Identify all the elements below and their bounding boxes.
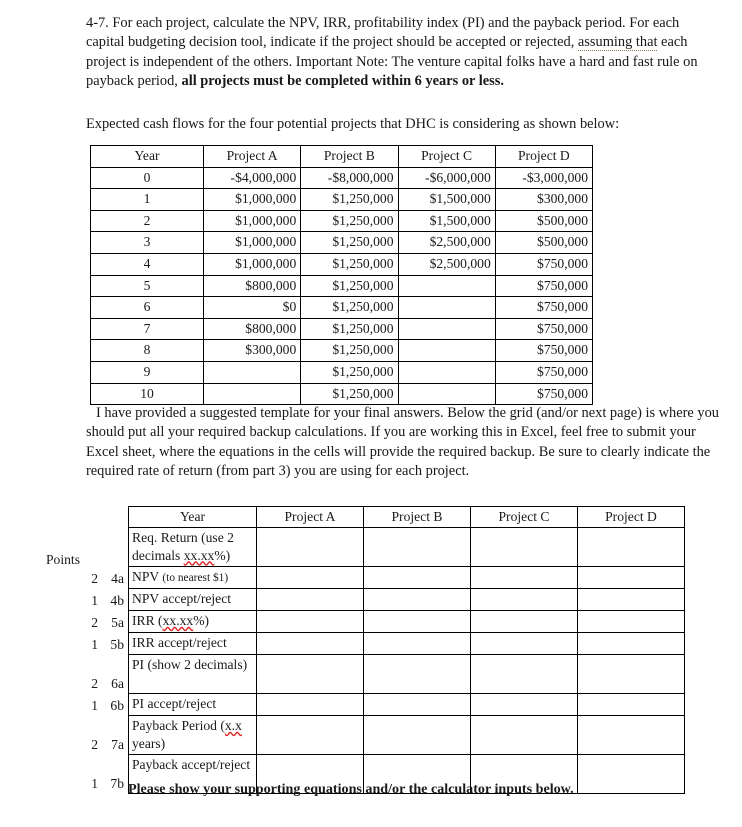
row-points-value: 1: [91, 775, 98, 791]
row-points-value: 2: [91, 570, 98, 586]
row-points-value: 1: [91, 636, 98, 652]
cashflow-cell-project-c: $1,500,000: [398, 210, 495, 232]
answer-cell-project-c[interactable]: [471, 528, 578, 567]
grammar-flagged-phrase: assuming that: [577, 34, 658, 51]
answer-table-body: [129, 528, 685, 794]
cashflow-header-row: [91, 146, 593, 168]
cashflow-table-body: [91, 167, 593, 405]
answer-header-year: Year: [129, 507, 257, 528]
cashflow-cell-year: 3: [91, 232, 204, 254]
cashflow-cell-project-c: $1,500,000: [398, 189, 495, 211]
cashflow-cell-project-b: $1,250,000: [301, 297, 398, 319]
cashflow-cell-year: 7: [91, 318, 204, 340]
cashflow-cell-project-d: $750,000: [495, 361, 592, 383]
cashflow-cell-project-c: $2,500,000: [398, 232, 495, 254]
answer-cell-project-b[interactable]: [364, 611, 471, 633]
cashflow-cell-year: 0: [91, 167, 204, 189]
cashflow-cell-project-b: $1,250,000: [301, 232, 398, 254]
cashflow-row: [91, 318, 593, 340]
answer-row-label-text: IRR accept/reject: [132, 635, 227, 650]
answer-cell-project-b[interactable]: [364, 633, 471, 655]
cashflow-cell-year: 2: [91, 210, 204, 232]
answer-cell-project-a[interactable]: [257, 611, 364, 633]
row-item-code: 6a: [111, 675, 124, 691]
cashflow-cell-year: 6: [91, 297, 204, 319]
row-item-code: 4b: [110, 592, 124, 608]
answer-cell-project-c[interactable]: [471, 655, 578, 694]
cashflow-row: [91, 297, 593, 319]
cashflow-cell-project-d: $750,000: [495, 275, 592, 297]
answer-cell-project-a[interactable]: [257, 633, 364, 655]
row-item-code: 7b: [110, 775, 124, 791]
answer-row-label: [129, 633, 257, 655]
cashflow-header-project-c: Project C: [398, 146, 495, 168]
answer-cell-project-b[interactable]: [364, 589, 471, 611]
cashflow-cell-project-d: $500,000: [495, 232, 592, 254]
answer-row-label-text: IRR (: [132, 613, 163, 628]
cashflow-cell-project-b: $1,250,000: [301, 361, 398, 383]
answer-template-table: [128, 506, 685, 794]
answer-cell-project-c[interactable]: [471, 694, 578, 716]
answer-row-label: [129, 567, 257, 589]
cashflow-cell-project-d: $300,000: [495, 189, 592, 211]
answer-cell-project-b[interactable]: [364, 567, 471, 589]
cashflow-cell-project-d: $750,000: [495, 340, 592, 362]
cashflow-cell-project-c: [398, 318, 495, 340]
answer-cell-project-b[interactable]: [364, 528, 471, 567]
cashflow-cell-project-d: $500,000: [495, 210, 592, 232]
answer-header-project-d: Project D: [578, 507, 685, 528]
cashflow-cell-project-d: $750,000: [495, 383, 592, 405]
cashflow-cell-project-a: -$4,000,000: [204, 167, 301, 189]
cashflow-cell-project-b: $1,250,000: [301, 210, 398, 232]
answer-cell-project-c[interactable]: [471, 716, 578, 755]
row-item-code: 6b: [110, 697, 124, 713]
answer-cell-project-a[interactable]: [257, 567, 364, 589]
cashflow-caption: Expected cash flows for the four potential projects that DHC is considering as shown below:: [86, 116, 620, 132]
answer-row-label-text: Payback accept/reject: [132, 757, 251, 772]
answer-cell-project-d[interactable]: [578, 567, 685, 589]
cashflow-cell-project-d: -$3,000,000: [495, 167, 592, 189]
intro-middle-text: each project is independent of the others. Important Note: The venture capital folks have a hard and fast rule on payback period,: [86, 34, 698, 89]
spellcheck-flagged-text: xx.xx: [162, 613, 194, 628]
cashflow-cell-project-a: $1,000,000: [204, 253, 301, 275]
answer-row: [129, 716, 685, 755]
cashflow-cell-project-b: $1,250,000: [301, 318, 398, 340]
answer-row: [129, 611, 685, 633]
intro-paragraph: [86, 14, 720, 91]
cashflow-cell-project-a: $1,000,000: [204, 232, 301, 254]
cashflow-row: [91, 253, 593, 275]
cashflow-header-project-b: Project B: [301, 146, 398, 168]
answer-row: [129, 694, 685, 716]
answer-row-label: [129, 589, 257, 611]
cashflow-cell-project-a: $1,000,000: [204, 189, 301, 211]
row-points-value: 2: [91, 675, 98, 691]
answer-row-label-text: NPV: [132, 569, 163, 584]
cashflow-cell-project-a: $800,000: [204, 275, 301, 297]
cashflow-row: [91, 383, 593, 405]
cashflow-cell-project-c: -$6,000,000: [398, 167, 495, 189]
answer-row: [129, 633, 685, 655]
answer-cell-project-d[interactable]: [578, 528, 685, 567]
cashflow-cell-project-b: $1,250,000: [301, 189, 398, 211]
row-item-code: 7a: [111, 736, 124, 752]
cashflow-header-year: Year: [91, 146, 204, 168]
cashflow-row: [91, 275, 593, 297]
answer-row: [129, 528, 685, 567]
intro-bold-tail-text: all projects must be completed within 6 years or less.: [181, 72, 504, 89]
answer-cell-project-b[interactable]: [364, 655, 471, 694]
spellcheck-flagged-text: xx.xx: [183, 547, 215, 563]
cashflow-cell-project-d: $750,000: [495, 253, 592, 275]
cashflow-cell-project-c: [398, 275, 495, 297]
cashflow-row: [91, 361, 593, 383]
answer-header-project-a: Project A: [257, 507, 364, 528]
cashflow-cell-project-a: $300,000: [204, 340, 301, 362]
answer-row-label: [129, 655, 257, 694]
answer-row-label: [129, 611, 257, 633]
answer-cell-project-a[interactable]: [257, 528, 364, 567]
answer-row-label: [129, 694, 257, 716]
points-heading-label: Points: [46, 552, 80, 567]
answer-row: [129, 589, 685, 611]
answer-row-label-tail: %): [193, 613, 210, 628]
spellcheck-flagged-text: x.x: [224, 718, 242, 733]
cashflow-table: [90, 145, 593, 405]
cashflow-cell-year: 8: [91, 340, 204, 362]
cashflow-header-project-d: Project D: [495, 146, 592, 168]
row-points-value: 1: [91, 592, 98, 608]
cashflow-cell-project-c: [398, 340, 495, 362]
cashflow-cell-project-b: -$8,000,000: [301, 167, 398, 189]
answer-row: [129, 655, 685, 694]
answer-table-head: [129, 507, 685, 528]
row-item-code: 4a: [111, 570, 124, 586]
answer-row-label-tail: years): [132, 735, 166, 751]
supporting-equations-note: Please show your supporting equations and/or the calculator inputs below.: [128, 781, 574, 797]
cashflow-cell-project-b: $1,250,000: [301, 340, 398, 362]
row-points-value: 2: [91, 736, 98, 752]
cashflow-row: [91, 189, 593, 211]
answer-row-label: [129, 528, 257, 567]
cashflow-cell-year: 1: [91, 189, 204, 211]
cashflow-cell-year: 4: [91, 253, 204, 275]
answer-row-label-text: NPV accept/reject: [132, 591, 232, 606]
cashflow-cell-year: 9: [91, 361, 204, 383]
answer-cell-project-a[interactable]: [257, 655, 364, 694]
cashflow-cell-year: 10: [91, 383, 204, 405]
cashflow-cell-project-c: $2,500,000: [398, 253, 495, 275]
answer-cell-project-d[interactable]: [578, 716, 685, 755]
answer-cell-project-c[interactable]: [471, 611, 578, 633]
answer-row-label-text: PI (show 2 decimals): [132, 657, 248, 672]
row-points-value: 2: [91, 614, 98, 630]
answer-cell-project-b[interactable]: [364, 694, 471, 716]
answer-row-label: [129, 716, 257, 755]
cashflow-cell-project-a: $1,000,000: [204, 210, 301, 232]
cashflow-cell-project-b: $1,250,000: [301, 253, 398, 275]
answer-cell-project-a[interactable]: [257, 694, 364, 716]
cashflow-header-project-a: Project A: [204, 146, 301, 168]
answer-cell-project-d[interactable]: [578, 633, 685, 655]
answer-row: [129, 567, 685, 589]
cashflow-cell-project-a: [204, 361, 301, 383]
answer-row-label-note: (to nearest $1): [162, 572, 229, 584]
cashflow-cell-project-a: $800,000: [204, 318, 301, 340]
answer-cell-project-c[interactable]: [471, 567, 578, 589]
answer-cell-project-b[interactable]: [364, 716, 471, 755]
cashflow-row: [91, 232, 593, 254]
answer-cell-project-d[interactable]: [578, 589, 685, 611]
cashflow-cell-project-c: [398, 361, 495, 383]
answer-row-label-text: Payback Period (: [132, 718, 225, 733]
cashflow-cell-project-d: $750,000: [495, 318, 592, 340]
answer-cell-project-a[interactable]: [257, 589, 364, 611]
answer-cell-project-d[interactable]: [578, 611, 685, 633]
answer-cell-project-c[interactable]: [471, 589, 578, 611]
cashflow-table-head: [91, 146, 593, 168]
answer-cell-project-c[interactable]: [471, 633, 578, 655]
row-item-code: 5b: [110, 636, 124, 652]
cashflow-cell-project-a: [204, 383, 301, 405]
cashflow-row: [91, 167, 593, 189]
cashflow-cell-project-c: [398, 297, 495, 319]
answer-header-row: [129, 507, 685, 528]
cashflow-cell-project-c: [398, 383, 495, 405]
template-instructions-paragraph: I have provided a suggested template for your final answers. Below the grid (and/or next page) is where you should put all your required backup calculations. If you are working this in Excel, feel free to submit your Excel sheet, where the equations in the cells will provide the required backup. Be sure to clearly indicate the required rate of return (from part 3) you are using for each project.: [86, 405, 719, 479]
answer-header-project-b: Project B: [364, 507, 471, 528]
answer-header-project-c: Project C: [471, 507, 578, 528]
cashflow-cell-project-d: $750,000: [495, 297, 592, 319]
intro-prefix-text: 4-7. For each project, calculate the NPV, IRR, profitability index (PI) and the payback period. For each capital budgeting decision tool, indicate if the project should be accepted or rejected,: [86, 15, 680, 51]
answer-row-label-text: PI accept/reject: [132, 696, 217, 711]
cashflow-row: [91, 210, 593, 232]
answer-cell-project-d[interactable]: [578, 655, 685, 694]
answer-cell-project-d[interactable]: [578, 694, 685, 716]
cashflow-cell-year: 5: [91, 275, 204, 297]
answer-row-label-text: Req. Return (use 2 decimals: [132, 530, 234, 563]
cashflow-cell-project-a: $0: [204, 297, 301, 319]
cashflow-cell-project-b: $1,250,000: [301, 383, 398, 405]
row-item-code: 5a: [111, 614, 124, 630]
answer-cell-project-a[interactable]: [257, 716, 364, 755]
cashflow-row: [91, 340, 593, 362]
cashflow-cell-project-b: $1,250,000: [301, 275, 398, 297]
row-points-value: 1: [91, 697, 98, 713]
answer-row-label-tail: %): [214, 547, 231, 563]
